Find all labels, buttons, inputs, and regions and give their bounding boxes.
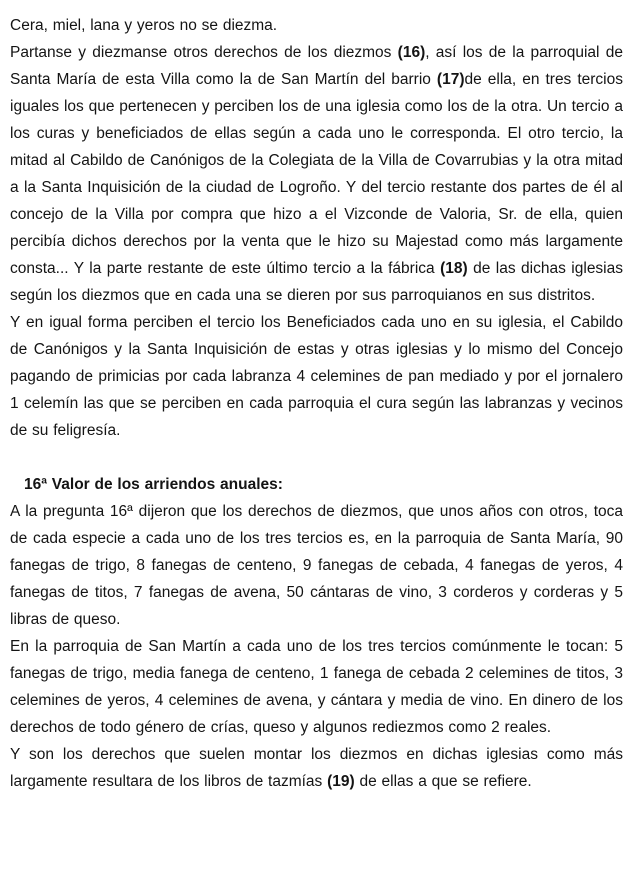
footnote-ref-16: (16) <box>397 44 426 61</box>
footnote-ref-17: (17) <box>436 71 465 88</box>
opening-line: Cera, miel, lana y yeros no se diezma. <box>10 17 278 34</box>
paragraph-text: Partanse y diezmanse otros derechos de los diezmos <box>10 44 398 61</box>
paragraph-text: de ella, en tres tercios iguales los que pertenecen y perciben los de una iglesia como los de la otra. Un tercio a los curas y beneficiados de ellas según a cada uno le corresponda. El otro tercio, la mitad al Cabildo de Canónigos de la Colegiata de la Villa de Covarrubias y la otra mitad a la Santa Inquisición de la ciudad de Logroño. Y del tercio restante dos partes de él al concejo de la Villa por compra que hizo a el Vizconde de Valoria, Sr. de ella, quien percibía dichos derechos por la venta que le hizo su Majestad como más largamente consta... Y la parte restante de este último tercio a la fábrica <box>10 71 623 277</box>
paragraph-santa-maria: A la pregunta 16ª dijeron que los derechos de diezmos, que unos años con otros, toca de cada especie a cada uno de los tres tercios es, en la parroquia de Santa María, 90 fanegas de trigo, 8 fanegas de centeno, 9 fanegas de cebada, 4 fanegas de yeros, 4 fanegas de titos, 7 fanegas de avena, 50 cántaras de vino, 3 corderos y corderas y 5 libras de queso. <box>10 503 623 628</box>
paragraph-beneficiados: Y en igual forma perciben el tercio los Beneficiados cada uno en su iglesia, el Cabildo de Canónigos y la Santa Inquisición de estas y otras iglesias y lo mismo del Concejo pagando de primicias por cada labranza 4 celemines de pan mediado y por el jornalero 1 celemín las que se perciben en cada parroquia el cura según las labranzas y vecinos de su feligresía. <box>10 314 623 439</box>
paragraph-text: de las dichas iglesias según los diezmos que en cada una se dieren por sus parroquianos en sus distritos. <box>10 260 623 304</box>
paragraph-diezmos-distribution <box>10 39 623 309</box>
paragraph-text: Y son los derechos que suelen montar los diezmos en dichas iglesias como más largamente resultara de los libros de tazmías <box>10 746 623 790</box>
paragraph-text: de ellas a que se refiere. <box>354 773 532 790</box>
footnote-ref-19: (19) <box>327 773 355 790</box>
paragraph-san-martin: En la parroquia de San Martín a cada uno de los tres tercios comúnmente le tocan: 5 fanegas de trigo, media fanega de centeno, 1 fanega de cebada 2 celemines de titos, 3 celemines de yeros, 4 celemines de avena, y cántara y media de vino. En dinero de los derechos de todo género de crías, queso y algunos rediezmos como 2 reales. <box>10 638 623 736</box>
document-body <box>10 12 623 795</box>
section-heading: 16ª Valor de los arriendos anuales: <box>24 476 283 493</box>
paragraph-tazmias <box>10 741 623 795</box>
paragraph-text: , así los de la parroquial de Santa María de esta Villa como la de San Martín del barrio <box>10 44 623 88</box>
footnote-ref-18: (18) <box>440 260 468 277</box>
